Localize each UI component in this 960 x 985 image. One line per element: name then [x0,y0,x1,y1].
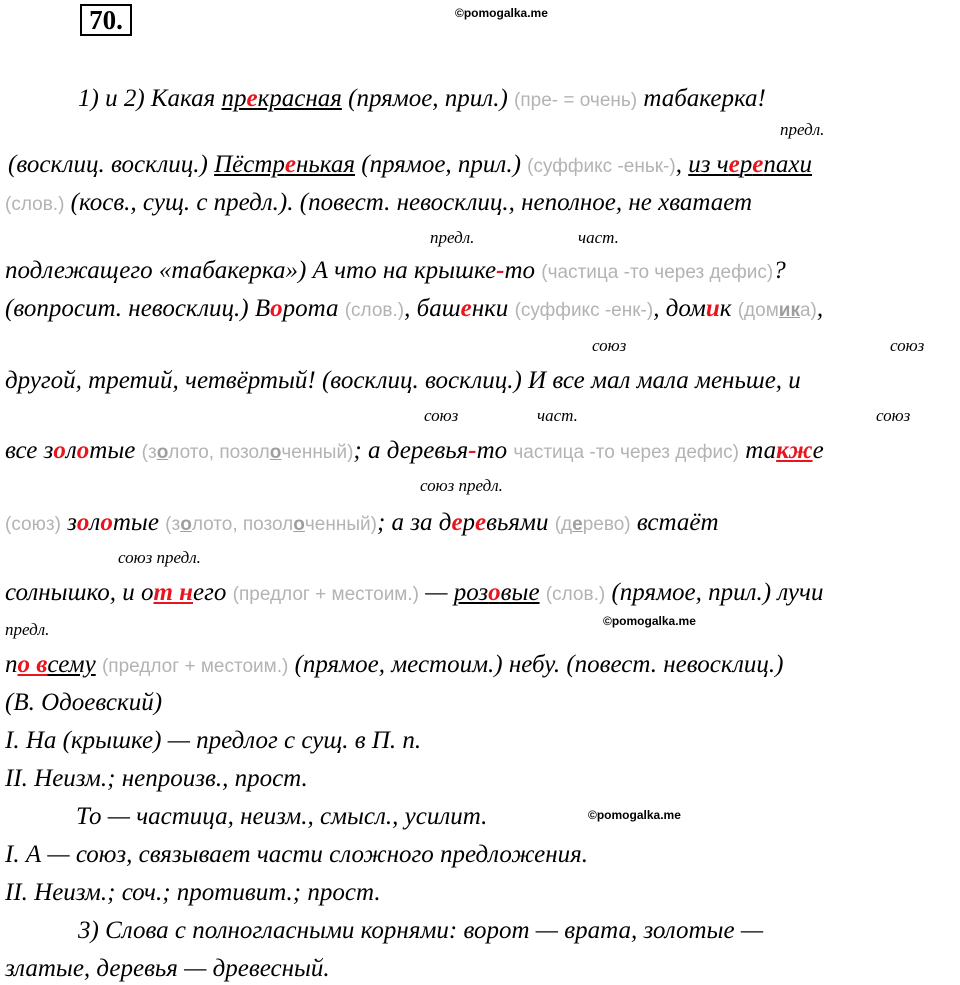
annotation: союз предл. [420,476,503,495]
text-line-12: I. На (крышке) — предлог с сущ. в П. п. [5,727,422,754]
text-line-10: по всему (предлог + местоим.) (прямое, местоим.) небу. (повест. невосклиц.) [5,651,784,678]
text-line-2: (восклиц. восклиц.) Пёстренькая (прямое, прил.) (суффикс -еньк-), из черепахи [8,151,812,178]
exercise-number: 70. [80,4,132,36]
text-line-16: II. Неизм.; соч.; противит.; прост. [5,879,381,906]
text-line-9: солнышко, и от него (предлог + местоим.) — розовые (слов.) (прямое, прил.) лучи [5,579,824,606]
text-line-14: То — частица, неизм., смысл., усилит. [76,803,488,830]
annotation: союз [890,336,925,355]
text-line-18: златые, деревья — древесный. [5,955,330,982]
annotation: союз предл. [118,548,201,567]
text-line-8: (союз) золотые (золото, позолоченный); а за деревьями (дерево) встаёт [5,509,719,536]
text-line-3: (слов.) (косв., сущ. с предл.). (повест. невосклиц., неполное, не хватает [5,189,753,216]
text-line-15: I. А — союз, связывает части сложного предложения. [5,841,589,868]
annotation: предл. [430,228,475,247]
watermark: ©pomogalka.me [603,614,696,628]
annotation: союз [424,406,459,425]
watermark: ©pomogalka.me [588,808,681,822]
watermark: ©pomogalka.me [455,6,548,20]
annotation: част. [537,406,578,425]
annotation: союз [876,406,911,425]
annotation: союз [592,336,627,355]
text-line-5: (вопросит. невосклиц.) Ворота (слов.), башенки (суффикс -енк-), домик (домика), [5,295,824,322]
text-line-17: 3) Слова с полногласными корнями: ворот — врата, золотые — [78,917,764,944]
annotation: предл. [5,620,50,639]
annotation: предл. [780,120,825,139]
text-line-7: все золотые (золото, позолоченный); а деревья-то частица -то через дефис) также [5,437,824,464]
text-line-13: II. Неизм.; непроизв., прост. [5,765,308,792]
text-line-6: другой, третий, четвёртый! (восклиц. восклиц.) И все мал мала меньше, и [5,367,801,394]
text-line-4: подлежащего «табакерка») А что на крышке-то (частица -то через дефис)? [5,257,786,284]
text-line-1: 1) и 2) Какая прекрасная (прямое, прил.) (пре- = очень) табакерка! [78,85,766,112]
text-line-11: (В. Одоевский) [5,689,163,716]
annotation: част. [578,228,619,247]
